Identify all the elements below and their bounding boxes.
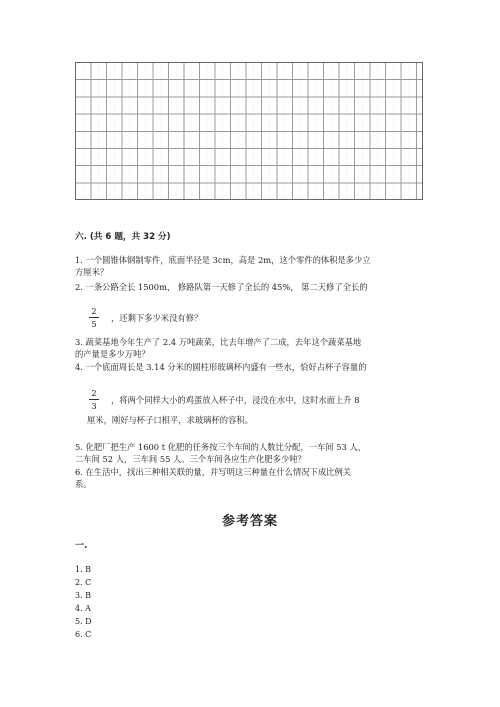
question-2-fraction: [89, 306, 99, 329]
answer-item: 3. B: [75, 591, 92, 600]
answer-item: 5. D: [75, 617, 92, 626]
question-3-line-1: 3. 蔬菜基地今年生产了 2.4 万吨蔬菜，比去年增产了二成，去年这个蔬菜基地: [75, 337, 362, 347]
fraction-numerator: 2: [91, 388, 97, 398]
question-5-line-1: 5. 化肥厂把生产 1600 t 化肥的任务按三个车间的人数比分配，一车间 53 人，: [75, 442, 367, 452]
answer-item: 6. C: [75, 630, 92, 639]
answer-item: 1. B: [75, 565, 92, 574]
question-4-line-2: ，将两个同样大小的鸡蛋放入杯子中，浸没在水中，这时水面上升 8: [111, 395, 360, 405]
fraction-bar: [89, 399, 99, 400]
question-4-line-3: 厘米，刚好与杯子口相平，求玻璃杯的容积。: [87, 415, 253, 425]
question-3-line-2: 的产量是多少万吨？: [75, 349, 150, 359]
answers-part-label: 一.: [75, 541, 88, 551]
fraction-denominator: 5: [91, 319, 97, 329]
question-6-line-1: 6. 在生活中，找出三种相关联的量，并写明这三种量在什么情况下成比例关: [75, 467, 352, 477]
question-1-line-2: 方厘米？: [75, 267, 109, 277]
answer-item: 2. C: [75, 578, 92, 587]
answers-title: 参考答案: [221, 514, 278, 529]
fraction-numerator: 2: [91, 306, 97, 316]
fraction-bar: [89, 317, 99, 318]
question-1-line-1: 1. 一个圆锥体钢制零件，底面半径是 3cm，高是 2m，这个零件的体积是多少立: [75, 255, 371, 265]
question-2-line-2: ，还剩下多少米没有修？: [111, 313, 203, 323]
question-2-line-1: 2. 一条公路全长 1500m， 修路队第一天修了全长的 45%， 第二天修了全长的: [75, 282, 368, 292]
answer-item: 4. A: [75, 604, 91, 613]
section-header: 六. (共 6 题，共 32 分): [75, 232, 171, 242]
fraction-denominator: 3: [91, 401, 97, 411]
question-5-line-2: 二车间 52 人，三车间 55 人。三个车间各应生产化肥多少吨？: [75, 454, 306, 464]
question-4-line-1: 4. 一个底面周长是 3.14 分米的圆柱形玻璃杯内盛有一些水，恰好占杯子容量的: [75, 362, 367, 372]
writing-grid: [75, 62, 423, 200]
question-6-line-2: 系。: [75, 479, 92, 489]
question-4-fraction: [89, 388, 99, 411]
